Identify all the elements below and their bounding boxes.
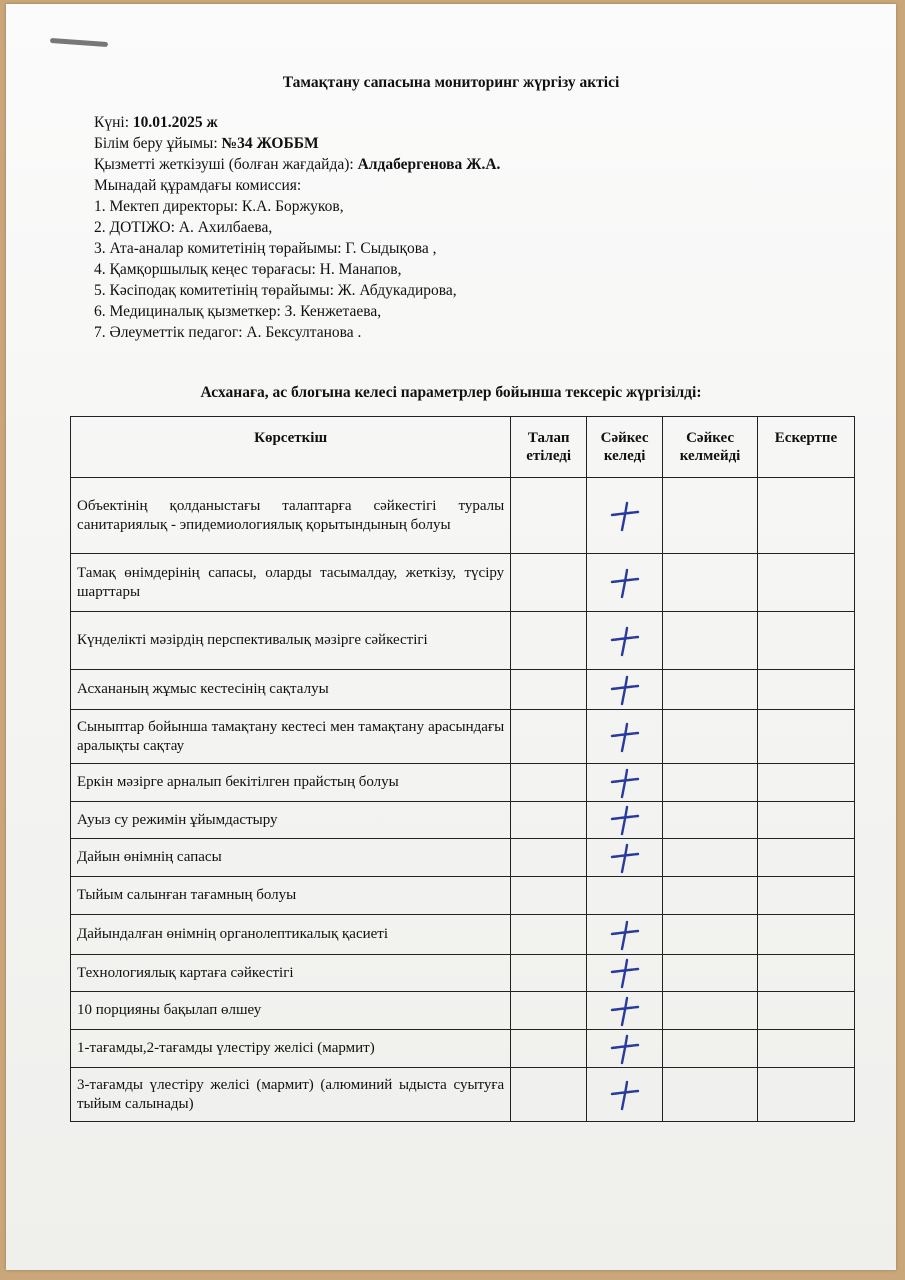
table-row [71, 554, 855, 612]
note-cell [758, 839, 855, 877]
header-indicator: Көрсеткіш [71, 417, 511, 478]
header-compliant: Сәйкес келеді [587, 417, 663, 478]
compliant-cell [587, 612, 663, 670]
noncompliant-cell [663, 478, 758, 554]
info-date: Күні: 10.01.2025 ж [94, 114, 218, 131]
indicator-cell: 10 порцияны бақылап өлшеу [71, 992, 511, 1030]
indicator-cell: 3-тағамды үлестіру желісі (мармит) (алюминий ыдыста суытуға тыйым салынады) [71, 1068, 511, 1122]
compliant-cell [587, 992, 663, 1030]
compliant-cell [587, 478, 663, 554]
note-cell [758, 764, 855, 802]
noncompliant-cell [663, 955, 758, 992]
table-row [71, 992, 855, 1030]
table-row [71, 915, 855, 955]
header-required: Талап етіледі [511, 417, 587, 478]
note-cell [758, 1068, 855, 1122]
required-cell [511, 1030, 587, 1068]
commission-member: 5. Кәсіподақ комитетінің төрайымы: Ж. Абдукадирова, [94, 282, 457, 299]
table-row [71, 1068, 855, 1122]
indicator-cell: Дайын өнімнің сапасы [71, 839, 511, 877]
note-cell [758, 992, 855, 1030]
handwritten-plus-mark [607, 672, 643, 708]
commission-member: 6. Медициналық қызметкер: З. Кенжетаева, [94, 303, 382, 320]
note-cell [758, 612, 855, 670]
compliant-cell [587, 1068, 663, 1122]
indicator-cell: Тамақ өнімдерінің сапасы, оларды тасымалдау, жеткізу, түсіру шарттары [71, 554, 511, 612]
required-cell [511, 710, 587, 764]
handwritten-plus-mark [607, 1031, 643, 1067]
indicator-cell: Технологиялық картаға сәйкестігі [71, 955, 511, 992]
commission-member: 4. Қамқоршылық кеңес төрағасы: Н. Манапов, [94, 261, 402, 278]
document-info [94, 112, 500, 343]
compliant-cell [587, 670, 663, 710]
noncompliant-cell [663, 839, 758, 877]
noncompliant-cell [663, 554, 758, 612]
table-row [71, 877, 855, 915]
table-row [71, 478, 855, 554]
staple-mark [50, 38, 108, 47]
indicator-cell: Ауыз су режимін ұйымдастыру [71, 802, 511, 839]
note-cell [758, 710, 855, 764]
note-cell [758, 877, 855, 915]
noncompliant-cell [663, 1068, 758, 1122]
document-title: Тамақтану сапасына мониторинг жүргізу актісі [282, 74, 620, 91]
commission-member: 1. Мектеп директоры: К.А. Боржуков, [94, 198, 344, 215]
compliant-cell [587, 802, 663, 839]
commission-member: 7. Әлеуметтік педагог: А. Бексултанова . [94, 324, 362, 341]
handwritten-plus-mark [607, 623, 643, 659]
note-cell [758, 915, 855, 955]
handwritten-plus-mark [607, 1077, 643, 1113]
indicator-cell: Күнделікті мәзірдің перспективалық мәзірге сәйкестігі [71, 612, 511, 670]
commission-heading: Мынадай құрамдағы комиссия: [94, 177, 302, 194]
inspection-table [70, 416, 855, 1122]
noncompliant-cell [663, 710, 758, 764]
required-cell [511, 955, 587, 992]
indicator-cell: Объектінің қолданыстағы талаптарға сәйкестігі туралы санитариялық - эпидемиологиялық қорытындының болуы [71, 478, 511, 554]
table-row [71, 612, 855, 670]
required-cell [511, 839, 587, 877]
required-cell [511, 877, 587, 915]
header-note: Ескертпе [758, 417, 855, 478]
required-cell [511, 554, 587, 612]
table-row [71, 1030, 855, 1068]
note-cell [758, 670, 855, 710]
note-cell [758, 802, 855, 839]
table-row [71, 670, 855, 710]
info-supplier: Қызметті жеткізуші (болған жағдайда): Алдабергенова Ж.А. [94, 156, 501, 173]
commission-member: 3. Ата-аналар комитетінің төрайымы: Г. Сыдықова , [94, 240, 437, 257]
table-row [71, 802, 855, 839]
compliant-cell [587, 554, 663, 612]
handwritten-plus-mark [607, 498, 643, 534]
noncompliant-cell [663, 992, 758, 1030]
header-noncompliant: Сәйкес келмейді [663, 417, 758, 478]
compliant-cell [587, 877, 663, 915]
required-cell [511, 764, 587, 802]
indicator-cell: Тыйым салынған тағамның болуы [71, 877, 511, 915]
compliant-cell [587, 955, 663, 992]
table-header-row [71, 417, 855, 478]
handwritten-plus-mark [607, 565, 643, 601]
noncompliant-cell [663, 764, 758, 802]
compliant-cell [587, 1030, 663, 1068]
indicator-cell: Асхананың жұмыс кестесінің сақталуы [71, 670, 511, 710]
required-cell [511, 612, 587, 670]
note-cell [758, 1030, 855, 1068]
required-cell [511, 915, 587, 955]
noncompliant-cell [663, 802, 758, 839]
compliant-cell [587, 839, 663, 877]
handwritten-plus-mark [607, 993, 643, 1029]
required-cell [511, 478, 587, 554]
info-organization: Білім беру ұйымы: №34 ЖОББМ [94, 135, 319, 152]
handwritten-plus-mark [607, 917, 643, 953]
required-cell [511, 670, 587, 710]
commission-member: 2. ДОТІЖО: А. Ахилбаева, [94, 219, 273, 236]
noncompliant-cell [663, 612, 758, 670]
table-row [71, 764, 855, 802]
compliant-cell [587, 915, 663, 955]
table-row [71, 955, 855, 992]
handwritten-plus-mark [607, 840, 643, 876]
indicator-cell: Сыныптар бойынша тамақтану кестесі мен тамақтану арасындағы аралықты сақтау [71, 710, 511, 764]
required-cell [511, 992, 587, 1030]
indicator-cell: 1-тағамды,2-тағамды үлестіру желісі (мармит) [71, 1030, 511, 1068]
noncompliant-cell [663, 915, 758, 955]
note-cell [758, 478, 855, 554]
handwritten-plus-mark [607, 802, 643, 838]
noncompliant-cell [663, 877, 758, 915]
noncompliant-cell [663, 670, 758, 710]
table-body [71, 478, 855, 1122]
handwritten-plus-mark [607, 765, 643, 801]
note-cell [758, 554, 855, 612]
table-row [71, 839, 855, 877]
indicator-cell: Дайындалған өнімнің органолептикалық қасиеті [71, 915, 511, 955]
document-sheet [6, 4, 896, 1270]
required-cell [511, 802, 587, 839]
handwritten-plus-mark [607, 955, 643, 991]
compliant-cell [587, 764, 663, 802]
noncompliant-cell [663, 1030, 758, 1068]
indicator-cell: Еркін мәзірге арналып бекітілген прайстың болуы [71, 764, 511, 802]
compliant-cell [587, 710, 663, 764]
handwritten-plus-mark [607, 719, 643, 755]
inspection-subtitle: Асханаға, ас блогына келесі параметрлер бойынша тексеріс жүргізілді: [200, 384, 702, 401]
table-row [71, 710, 855, 764]
required-cell [511, 1068, 587, 1122]
note-cell [758, 955, 855, 992]
